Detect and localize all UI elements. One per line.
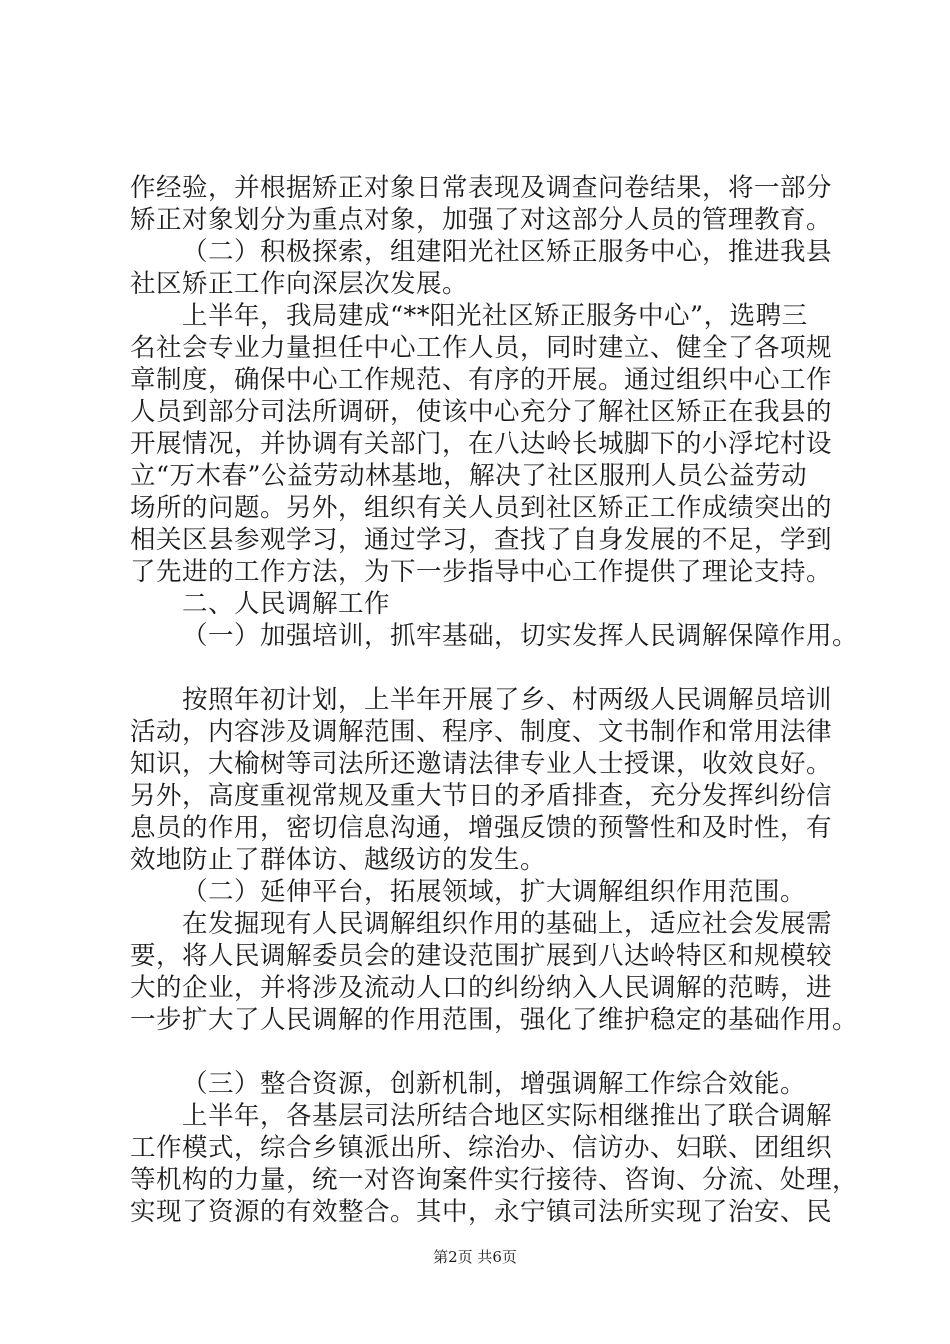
text-line: 活动，内容涉及调解范围、程序、制度、文书制作和常用法律: [130, 717, 833, 747]
text-line: 息员的作用，密切信息沟通，增强反馈的预警性和及时性，有: [130, 813, 833, 843]
text-line: 人员到部分司法所调研，使该中心充分了解社区矫正在我县的: [130, 397, 833, 427]
text-line: 作经验，并根据矫正对象日常表现及调查问卷结果，将一部分: [130, 173, 833, 203]
text-line: 矫正对象划分为重点对象，加强了对这部分人员的管理教育。: [130, 205, 833, 235]
text-line: 一步扩大了人民调解的作用范围，强化了维护稳定的基础作用。: [130, 1005, 859, 1035]
text-line: 要，将人民调解委员会的建设范围扩展到八达岭特区和规模较: [130, 941, 833, 971]
text-line: 立“万木春”公益劳动林基地，解决了社区服刑人员公益劳动: [130, 461, 808, 491]
text-line: （三）整合资源，创新机制，增强调解工作综合效能。: [182, 1069, 807, 1099]
text-line: 上半年，各基层司法所结合地区实际相继推出了联合调解: [182, 1101, 833, 1131]
text-line: 知识，大榆树等司法所还邀请法律专业人士授课，收效良好。: [130, 749, 833, 779]
text-line: 大的企业，并将涉及流动人口的纠纷纳入人民调解的范畴，进: [130, 973, 833, 1003]
text-line: 按照年初计划，上半年开展了乡、村两级人民调解员培训: [182, 685, 833, 715]
page-footer: 第2页 共6页: [433, 1248, 517, 1266]
text-line: 了先进的工作方法，为下一步指导中心工作提供了理论支持。: [130, 557, 833, 587]
text-line: 开展情况，并协调有关部门，在八达岭长城脚下的小浮坨村设: [130, 429, 833, 459]
text-line: （二）积极探索，组建阳光社区矫正服务中心，推进我县: [182, 237, 833, 267]
document-body: [130, 172, 859, 1228]
text-line: 二、人民调解工作: [182, 589, 391, 619]
text-line: 另外，高度重视常规及重大节日的矛盾排查，充分发挥纠纷信: [130, 781, 833, 811]
text-line: 等机构的力量，统一对咨询案件实行接待、咨询、分流、处理，: [130, 1165, 859, 1195]
text-line: 章制度，确保中心工作规范、有序的开展。通过组织中心工作: [130, 365, 833, 395]
text-line: 社区矫正工作向深层次发展。: [130, 269, 469, 299]
text-line: 名社会专业力量担任中心工作人员，同时建立、健全了各项规: [130, 333, 833, 363]
text-line: 相关区县参观学习，通过学习，查找了自身发展的不足，学到: [130, 525, 833, 555]
text-line: （二）延伸平台，拓展领域，扩大调解组织作用范围。: [182, 877, 807, 907]
text-line: 效地防止了群体访、越级访的发生。: [130, 845, 547, 875]
blank-line: [130, 652, 852, 684]
text-line: 上半年，我局建成“**阳光社区矫正服务中心”，选聘三: [182, 301, 808, 331]
blank-line: [130, 1036, 852, 1068]
text-line: 工作模式，综合乡镇派出所、综治办、信访办、妇联、团组织: [130, 1133, 833, 1163]
text-line: 在发掘现有人民调解组织作用的基础上，适应社会发展需: [182, 909, 833, 939]
text-line: （一）加强培训，抓牢基础，切实发挥人民调解保障作用。: [182, 621, 859, 651]
text-line: 场所的问题。另外，组织有关人员到社区矫正工作成绩突出的: [130, 493, 833, 523]
text-line: 实现了资源的有效整合。其中，永宁镇司法所实现了治安、民: [130, 1197, 833, 1227]
